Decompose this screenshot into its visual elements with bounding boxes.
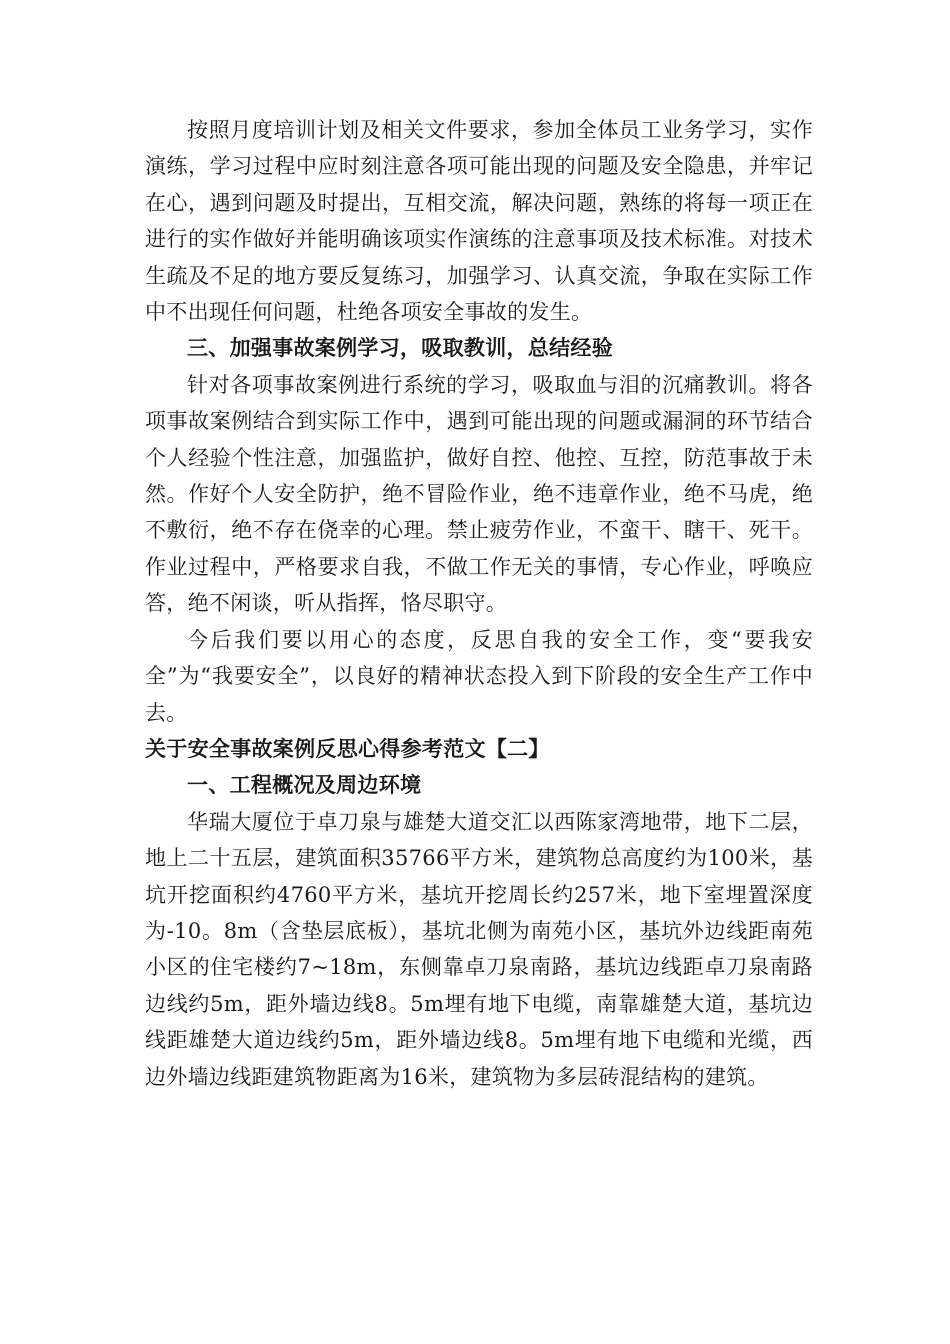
paragraph-project-overview: 华瑞大厦位于卓刀泉与雄楚大道交汇以西陈家湾地带，地下二层，地上二十五层，建筑面积35766平方米，建筑物总高度约为100米，基坑开挖面积约4760平方米，基坑开挖周长约257米，地下室埋置深度为-10。8m（含垫层底板），基坑北侧为南苑小区，基坑外边线距南苑小区的住宅楼约7~18m，东侧靠卓刀泉南路，基坑边线距卓刀泉南路边线约5m，距外墙边线8。5m埋有地下电缆，南靠雄楚大道，基坑边线距雄楚大道边线约5m，距外墙边线8。5m埋有地下电缆和光缆，西边外墙边线距建筑物距离为16米，建筑物为多层砖混结构的建筑。	[145, 809, 813, 1089]
paragraph-case-study: 针对各项事故案例进行系统的学习，吸取血与泪的沉痛教训。将各项事故案例结合到实际工作中，遇到可能出现的问题或漏洞的环节结合个人经验个性注意，加强监护，做好自控、他控、互控，防范事故于未然。作好个人安全防护，绝不冒险作业，绝不违章作业，绝不马虎，绝不敷衍，绝不存在侥幸的心理。禁止疲劳作业，不蛮干、瞎干、死干。作业过程中，严格要求自我，不做工作无关的事情，专心作业，呼唤应答，绝不闲谈，听从指挥，恪尽职守。	[145, 372, 813, 616]
heading-section-three: 三、加强事故案例学习，吸取教训，总结经验	[187, 335, 613, 361]
heading-section-one: 一、工程概况及周边环境	[187, 772, 422, 798]
paragraph-training: 按照月度培训计划及相关文件要求，参加全体员工业务学习，实作演练，学习过程中应时刻注意各项可能出现的问题及安全隐患，并牢记在心，遇到问题及时提出，互相交流，解决问题，熟练的将每一项正在进行的实作做好并能明确该项实作演练的注意事项及技术标准。对技术生疏及不足的地方要反复练习，加强学习、认真交流，争取在实际工作中不出现任何问题，杜绝各项安全事故的发生。	[145, 118, 813, 325]
document-body	[145, 112, 813, 1095]
paragraph-conclusion: 今后我们要以用心的态度，反思自我的安全工作，变“要我安全”为“我要安全”，以良好的精神状态投入到下阶段的安全生产工作中去。	[145, 627, 813, 725]
article-two-title: 关于安全事故案例反思心得参考范文【二】	[145, 735, 550, 761]
